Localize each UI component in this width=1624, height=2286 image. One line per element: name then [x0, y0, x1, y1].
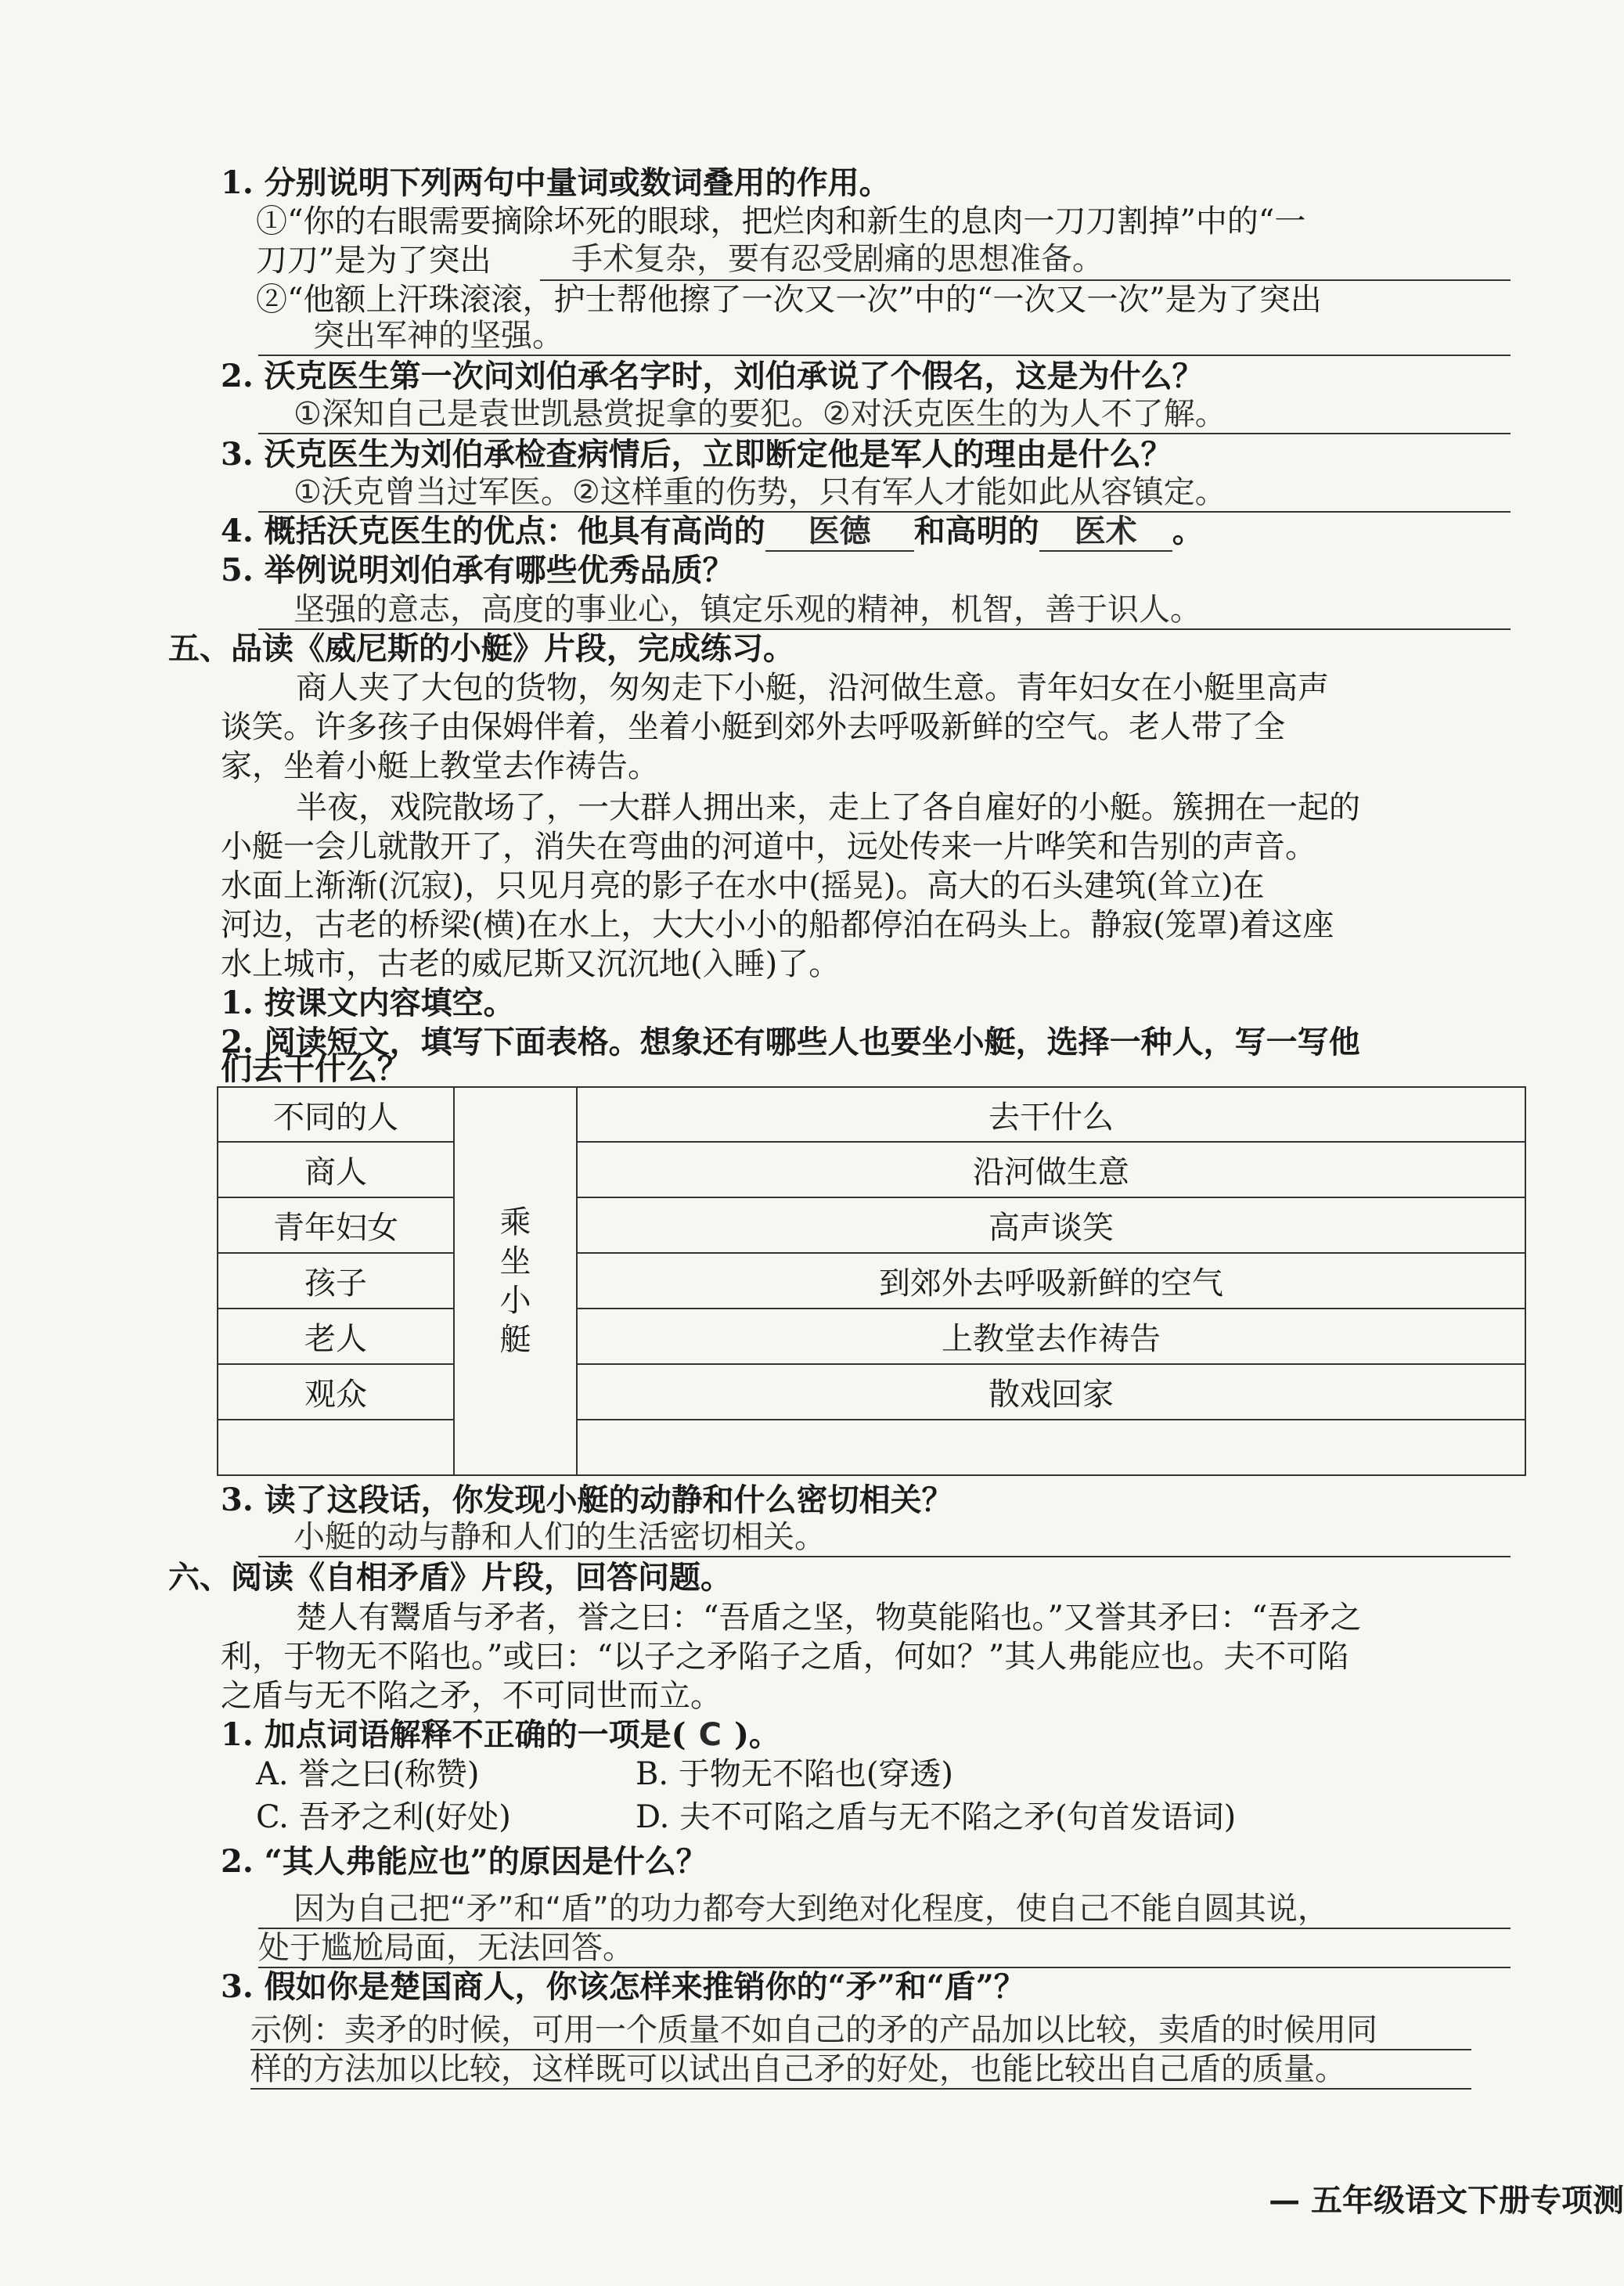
table-cell-who: 青年妇女: [218, 1197, 454, 1253]
text: )。高大的石头建筑(: [883, 868, 1159, 904]
answer-line: [258, 1556, 1511, 1557]
q4-1-sentence1: ①“你的右眼需要摘除坏死的眼球，把烂肉和新生的息肉一刀刀割掉”中的“一: [256, 203, 1306, 239]
text: )在水上，大大小小的船都停泊在码头上。静寂(: [514, 907, 1165, 943]
q4-4-middle: 和高明的: [913, 513, 1039, 549]
q4-1-answer2: 突出军神的坚强。: [313, 318, 564, 354]
page-footer: — 五年级语文下册专项测: [1269, 2182, 1624, 2219]
q6-3-label: 3. 假如你是楚国商人，你该怎样来推销你的“矛”和“盾”？: [221, 1968, 1025, 2005]
text: )，只见月亮的影子在水中(: [452, 868, 821, 904]
classical-text-line: 利，于物无不陷也。”或曰：“以子之矛陷子之盾，何如？”其人弗能应也。夫不可陷: [221, 1639, 1349, 1675]
q4-4-suffix: 。: [1172, 513, 1204, 549]
passage-line-blanks: [221, 945, 840, 983]
answer-line: [258, 355, 1511, 356]
passage-line: 谈笑。许多孩子由保姆伴着，坐着小艇到郊外去呼吸新鲜的空气。老人带了全: [221, 709, 1285, 745]
text: 河边，古老的桥梁(: [221, 907, 484, 943]
option-b: B. 于物无不陷也(穿透): [636, 1756, 954, 1792]
table-row: [218, 1364, 1525, 1420]
table-cell-who: 老人: [218, 1309, 454, 1364]
q4-3-label: 3. 沃克医生为刘伯承检查病情后，立即断定他是军人的理由是什么？: [221, 436, 1172, 473]
q4-3-answer: ①沃克曾当过军医。②这样重的伤势，只有军人才能如此从容镇定。: [293, 474, 1226, 510]
table-cell-what: 上教堂去作祷告: [577, 1309, 1525, 1364]
passage-line: 商人夹了大包的货物，匆匆走下小艇，沿河做生意。青年妇女在小艇里高声: [296, 670, 1329, 706]
table-cell-what: 散戏回家: [577, 1364, 1525, 1420]
table-row: [218, 1420, 1525, 1475]
fill-answer: 笼罩: [1165, 907, 1228, 943]
table-cell-what: 到郊外去呼吸新鲜的空气: [577, 1253, 1525, 1309]
fill-answer: 沉寂: [389, 868, 452, 904]
passage-line-blanks: [221, 906, 1334, 944]
option-d: D. 夫不可陷之盾与无不陷之矛(句首发语词): [636, 1799, 1237, 1835]
q6-1-suffix: )。: [733, 1716, 780, 1753]
table-cell-who: 观众: [218, 1364, 454, 1420]
section6-title: 六、阅读《自相矛盾》片段，回答问题。: [168, 1559, 732, 1596]
q4-5-label: 5. 举例说明刘伯承有哪些优秀品质？: [221, 552, 734, 589]
q6-2-answer-line2: 处于尴尬局面，无法回答。: [258, 1930, 634, 1966]
table-header-row: [218, 1087, 1525, 1142]
q4-1-sentence1-cont: 刀刀”是为了突出: [256, 243, 492, 279]
q6-3-answer-line2: 样的方法加以比较，这样既可以试出自己矛的好处，也能比较出自己盾的质量。: [250, 2051, 1346, 2087]
passage-line: 家，坐着小艇上教堂去作祷告。: [221, 748, 659, 784]
q5-2-label-cont: 们去干什么？: [221, 1050, 409, 1087]
q4-4-line: [221, 513, 1204, 552]
q5-2-label: 2. 阅读短文，填写下面表格。想象还有哪些人也要坐小艇，选择一种人，写一写他: [221, 1024, 1360, 1060]
table-cell-who: 孩子: [218, 1253, 454, 1309]
q4-4-prefix: 4. 概括沃克医生的优点：他具有高尚的: [221, 513, 765, 549]
q5-1-label: 1. 按课文内容填空。: [221, 985, 515, 1021]
table-row: [218, 1142, 1525, 1197]
text: )着这座: [1227, 907, 1334, 943]
passage-line-blanks: [221, 867, 1265, 905]
passage-line: 半夜，戏院散场了，一大群人拥出来，走上了各自雇好的小艇。簇拥在一起的: [296, 790, 1360, 826]
text: 水面上渐渐(: [221, 868, 390, 904]
q4-1-sentence2: ②“他额上汗珠滚滚，护士帮他擦了一次又一次”中的“一次又一次”是为了突出: [256, 282, 1322, 318]
q6-2-answer-line1: 因为自己把“矛”和“盾”的功力都夸大到绝对化程度，使自己不能自圆其说，: [293, 1891, 1329, 1927]
q4-2-answer: ①深知自己是袁世凯悬赏捉拿的要犯。②对沃克医生的为人不了解。: [293, 396, 1226, 432]
answer-line: [258, 433, 1511, 434]
q5-3-answer: 小艇的动与静和人们的生活密切相关。: [293, 1519, 826, 1555]
q4-1-label: 1. 分别说明下列两句中量词或数词叠用的作用。: [221, 164, 891, 201]
answer-line: [250, 2088, 1471, 2090]
q6-3-answer-line1: 示例：卖矛的时候，可用一个质量不如自己的矛的产品加以比较，卖盾的时候用同: [250, 2012, 1377, 2048]
q5-3-label: 3. 读了这段话，你发现小艇的动静和什么密切相关？: [221, 1481, 953, 1518]
q4-5-answer: 坚强的意志，高度的事业心，镇定乐观的精神，机智，善于识人。: [293, 592, 1201, 628]
fill-answer: 摇晃: [820, 868, 884, 904]
q6-1-answer: C: [698, 1717, 722, 1753]
option-a: A. 誉之曰(称赞): [256, 1756, 480, 1792]
option-c: C. 吾矛之利(好处): [256, 1799, 511, 1835]
passage-line: 小艇一会儿就散开了，消失在弯曲的河道中，远处传来一片哗笑和告别的声音。: [221, 829, 1316, 865]
merged-cell-text: 乘坐小艇: [499, 1204, 531, 1358]
fill-answer: 入睡: [702, 946, 765, 982]
table-header: 去干什么: [577, 1087, 1525, 1142]
table-merged-cell: [454, 1087, 577, 1475]
table-cell-who: 商人: [218, 1142, 454, 1197]
table-row: [218, 1253, 1525, 1309]
classical-text-line: 楚人有鬻盾与矛者，誉之曰：“吾盾之坚，物莫能陷也。”又誉其矛曰：“吾矛之: [296, 1600, 1362, 1636]
q6-2-label: 2. “其人弗能应也”的原因是什么？: [221, 1843, 708, 1880]
q6-1-label: [221, 1716, 780, 1754]
classical-text-line: 之盾与无不陷之矛，不可同世而立。: [221, 1678, 722, 1714]
table-cell-what: 沿河做生意: [577, 1142, 1525, 1197]
boat-table: [217, 1086, 1526, 1476]
table-cell-who: [218, 1420, 454, 1475]
table-cell-what: 高声谈笑: [577, 1197, 1525, 1253]
blank-virtue: 医德: [765, 513, 914, 552]
text: 水上城市，古老的威尼斯又沉沉地(: [221, 946, 703, 982]
fill-answer: 横: [483, 907, 515, 943]
table-row: [218, 1309, 1525, 1364]
table-cell-what: [577, 1420, 1525, 1475]
table-row: [218, 1197, 1525, 1253]
q6-1-prefix: 1. 加点词语解释不正确的一项是(: [221, 1716, 686, 1753]
table-header: 不同的人: [218, 1087, 454, 1142]
q4-1-answer1: 手术复杂，要有忍受剧痛的思想准备。: [571, 241, 1104, 277]
text: )了。: [765, 946, 841, 982]
fill-answer: 耸立: [1158, 868, 1222, 904]
blank-skill: 医术: [1039, 513, 1172, 552]
section5-title: 五、品读《威尼斯的小艇》片段，完成练习。: [168, 630, 794, 667]
text: )在: [1221, 868, 1265, 904]
q4-2-label: 2. 沃克医生第一次问刘伯承名字时，刘伯承说了个假名，这是为什么？: [221, 358, 1204, 394]
